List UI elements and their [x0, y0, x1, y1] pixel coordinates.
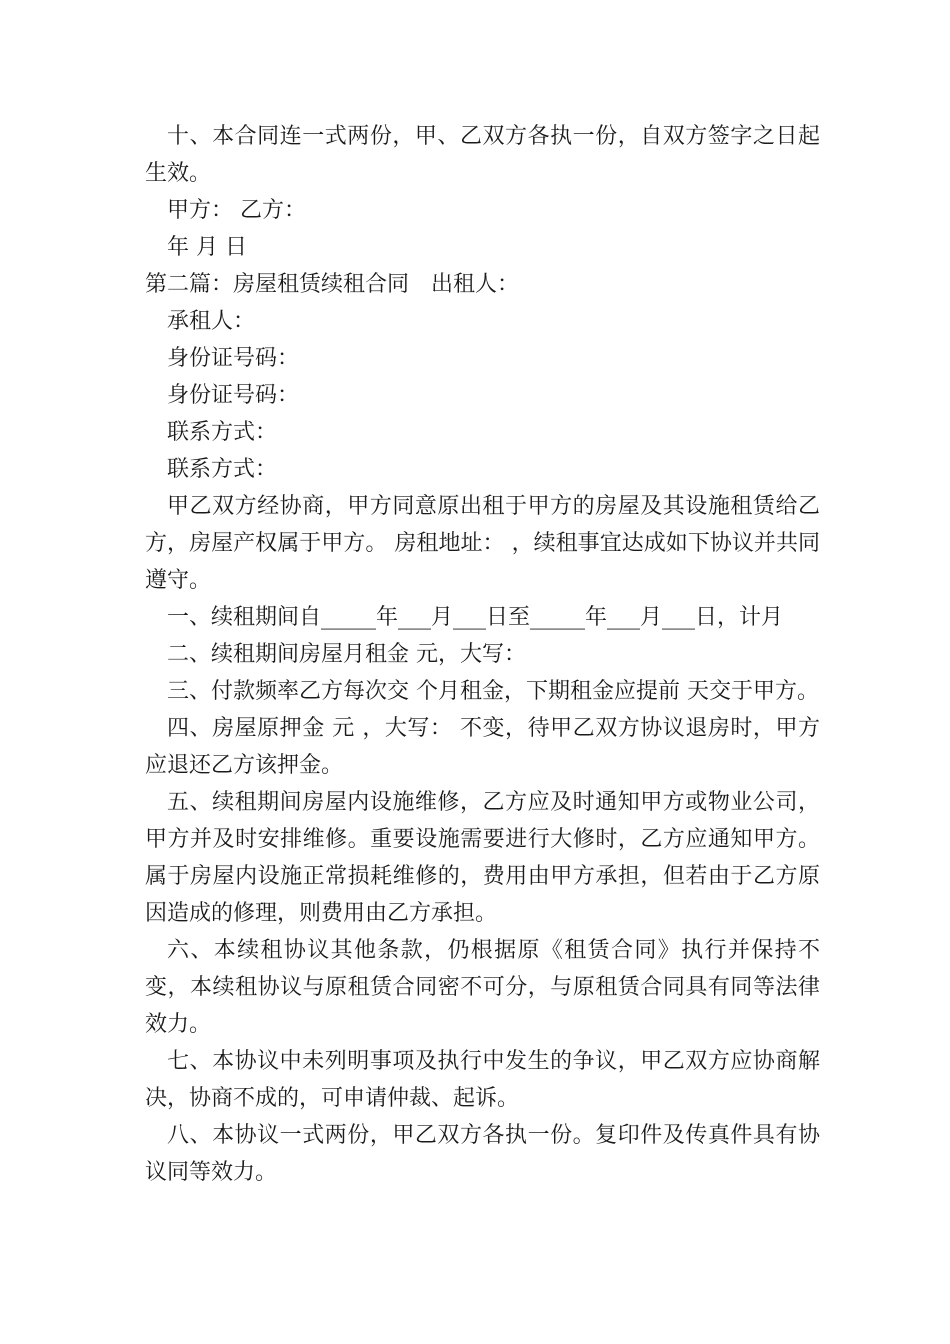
paragraph-date: 年 月 日 — [167, 235, 247, 260]
paragraph-clause-7: 七、本协议中未列明事项及执行中发生的争议，甲乙双方应协商解决，协商不成的，可申请仲裁、起诉。 — [145, 1049, 820, 1111]
paragraph-id-number-1: 身份证号码： — [167, 346, 300, 371]
paragraph-preamble: 甲乙双方经协商，甲方同意原出租于甲方的房屋及其设施租赁给乙方，房屋产权属于甲方。 房租地址： ，续租事宜达成如下协议并共同遵守。 — [145, 494, 820, 593]
paragraph-clause-8: 八、本协议一式两份，甲乙双方各执一份。复印件及传真件具有协议同等效力。 — [145, 1123, 820, 1185]
paragraph-clause-6: 六、本续租协议其他条款，仍根据原《租赁合同》执行并保持不变，本续租协议与原租赁合同密不可分，与原租赁合同具有同等法律效力。 — [145, 938, 820, 1037]
paragraph-clause-5: 五、续租期间房屋内设施维修，乙方应及时通知甲方或物业公司，甲方并及时安排维修。重要设施需要进行大修时，乙方应通知甲方。属于房屋内设施正常损耗维修的，费用由甲方承担，但若由于乙方原因造成的修理，则费用由乙方承担。 — [145, 790, 820, 926]
paragraph-signatures: 甲方： 乙方： — [167, 198, 306, 223]
paragraph-lessee: 承租人： — [167, 309, 256, 334]
section-title-second: 第二篇：房屋租赁续租合同 出租人： — [145, 272, 520, 297]
paragraph-clause-10: 十、本合同连一式两份，甲、乙双方各执一份，自双方签字之日起生效。 — [145, 124, 820, 186]
paragraph-contact-2: 联系方式： — [167, 457, 278, 482]
paragraph-clause-2: 二、续租期间房屋月租金 元，大写： — [167, 642, 526, 667]
paragraph-contact-1: 联系方式： — [167, 420, 278, 445]
paragraph-id-number-2: 身份证号码： — [167, 383, 300, 408]
paragraph-clause-1: 一、续租期间自_____年___月___日至_____年___月___日，计月 — [167, 605, 784, 630]
paragraph-clause-3: 三、付款频率乙方每次交 个月租金，下期租金应提前 天交于甲方。 — [167, 679, 819, 704]
paragraph-clause-4: 四、房屋原押金 元 ，大写： 不变，待甲乙双方协议退房时，甲方应退还乙方该押金。 — [145, 716, 820, 778]
document-body — [145, 118, 820, 1191]
